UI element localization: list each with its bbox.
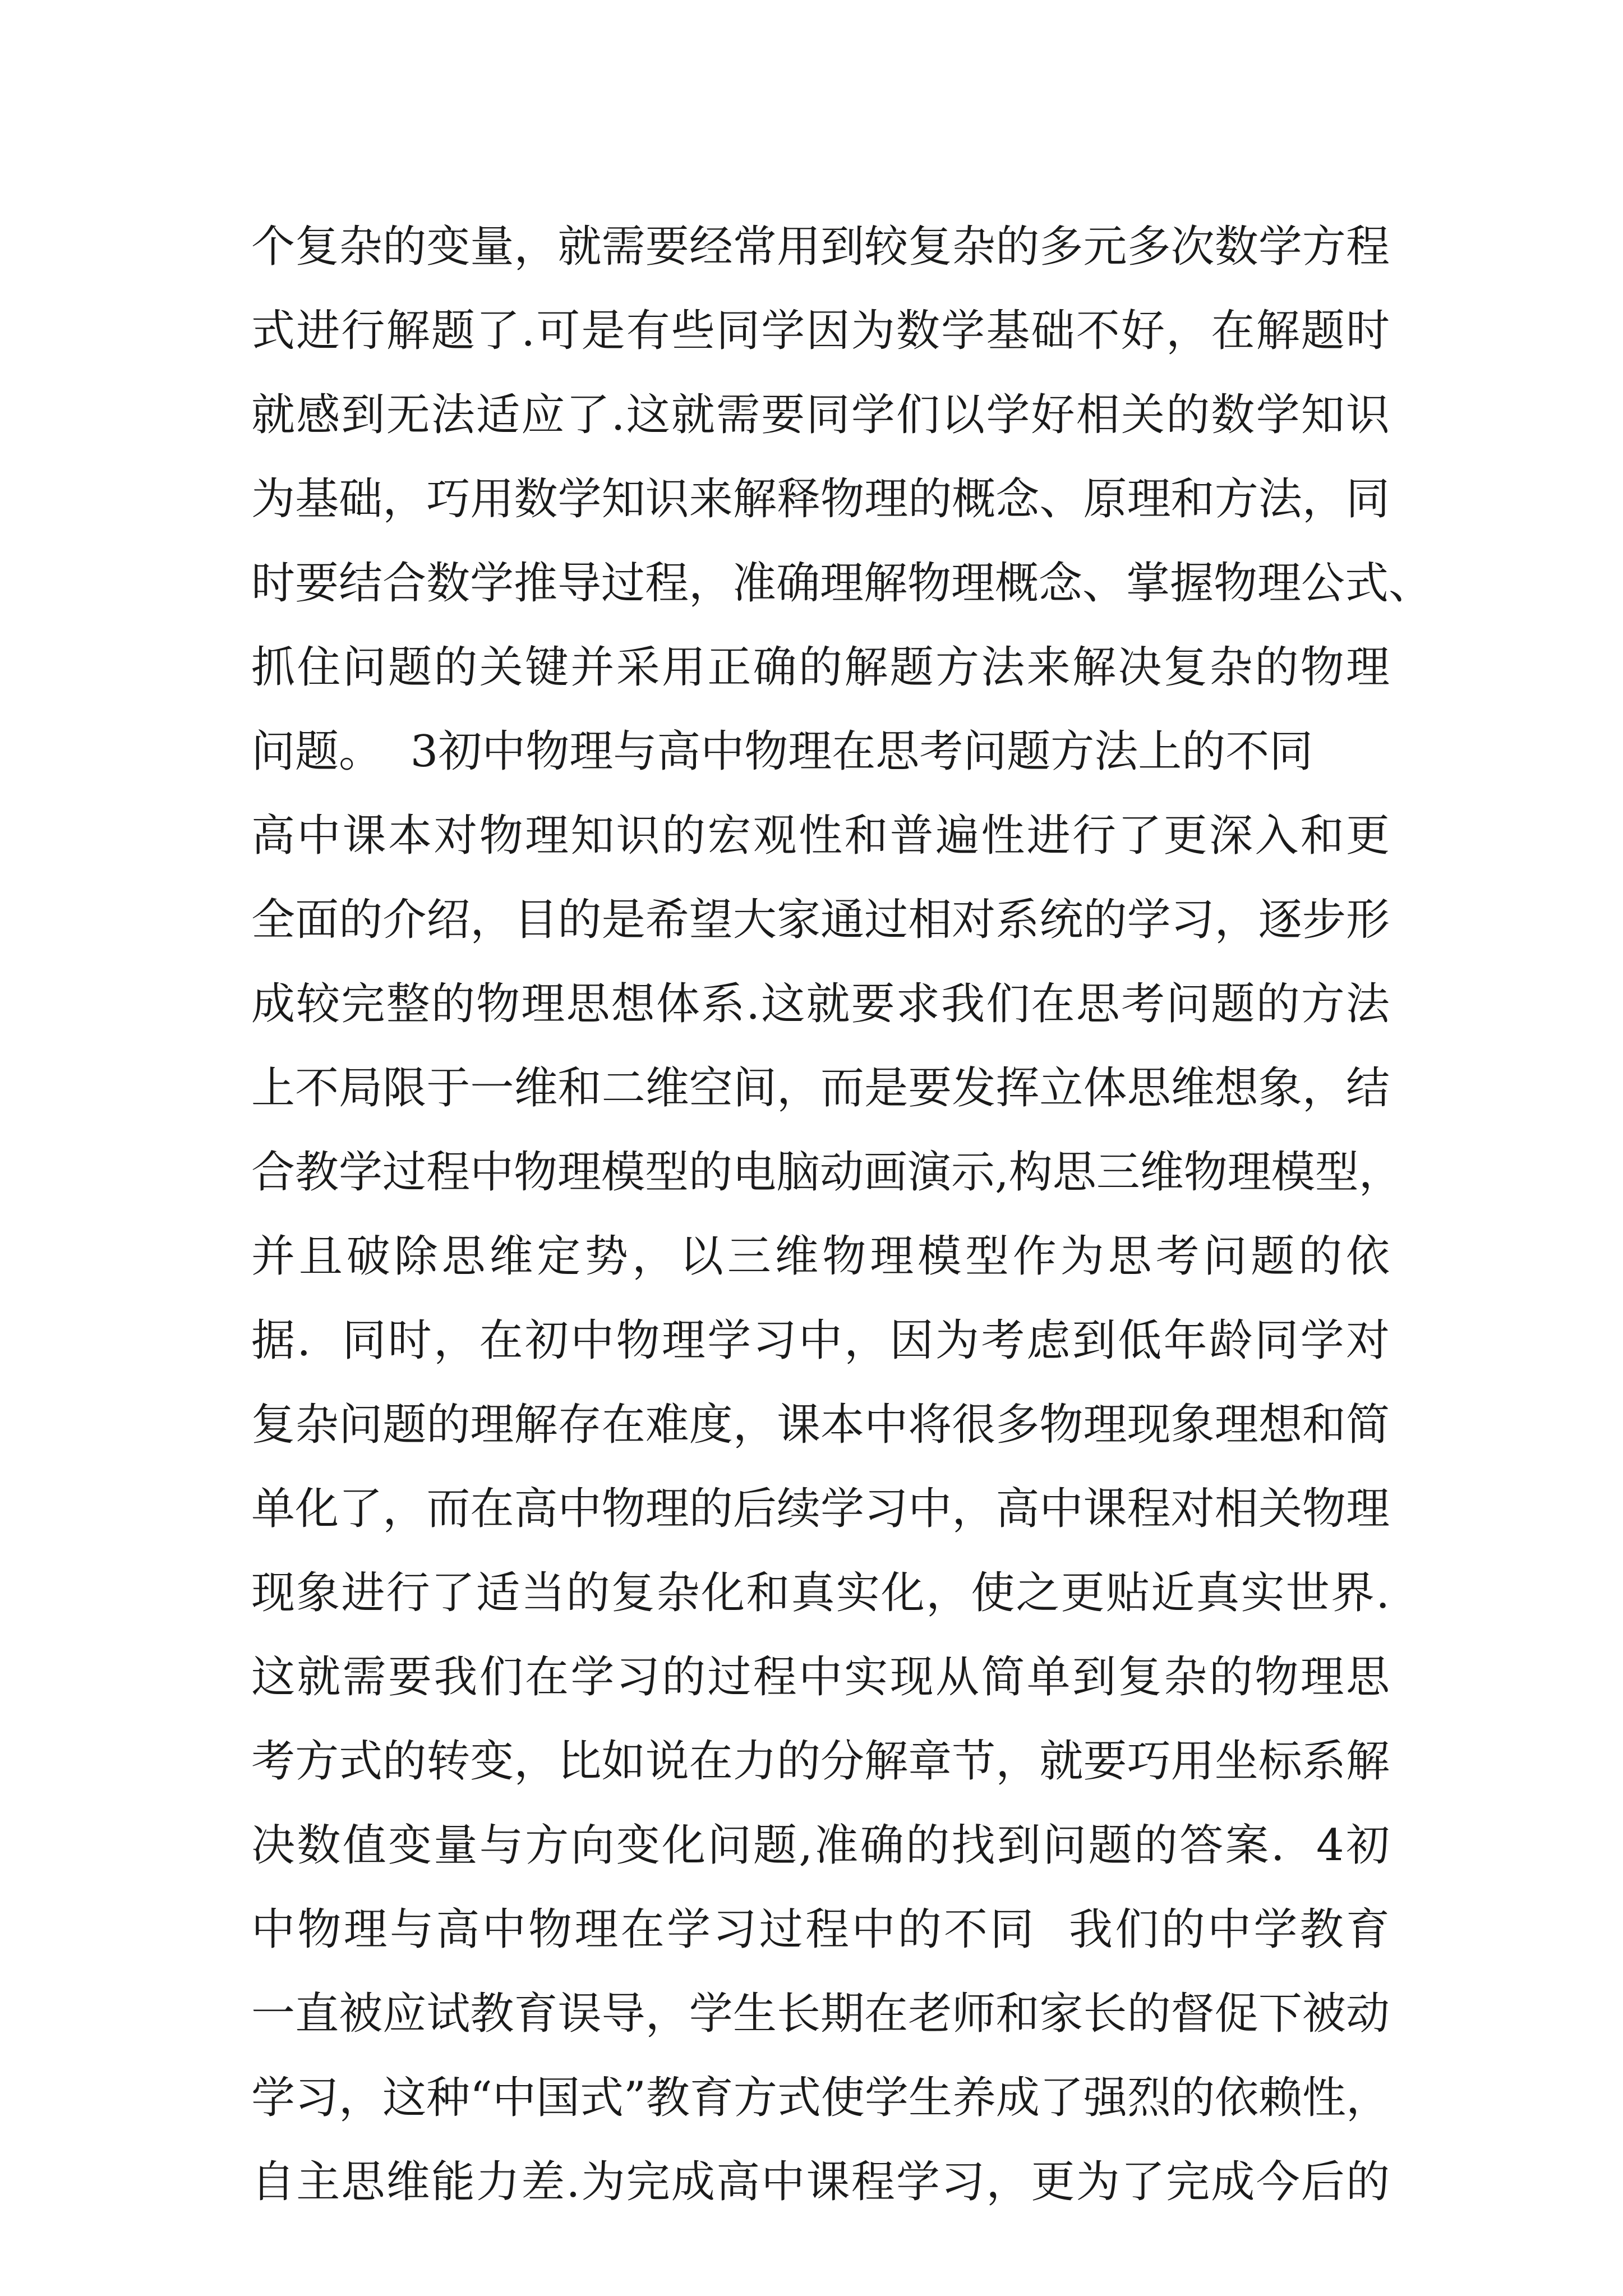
text-line: 就感到无法适应了.这就需要同学们以学好相关的数学知识 bbox=[251, 390, 1390, 440]
text-line: 复杂问题的理解存在难度，课本中将很多物理现象理想和简 bbox=[251, 1400, 1390, 1450]
text-line: 式进行解题了.可是有些同学因为数学基础不好，在解题时 bbox=[251, 306, 1390, 356]
text-line: 自主思维能力差.为完成高中课程学习，更为了完成今后的 bbox=[251, 2157, 1390, 2207]
text-line: 为基础，巧用数学知识来解释物理的概念、原理和方法，同 bbox=[251, 474, 1390, 524]
text-line: 时要结合数学推导过程，准确理解物理概念、掌握物理公式、 bbox=[251, 558, 1433, 609]
text-line: 抓住问题的关键并采用正确的解题方法来解决复杂的物理 bbox=[251, 642, 1390, 693]
text-line: 高中课本对物理知识的宏观性和普遍性进行了更深入和更 bbox=[251, 811, 1390, 861]
body-text bbox=[251, 205, 1433, 2224]
text-line: 中物理与高中物理在学习过程中的不同 我们的中学教育 bbox=[251, 1904, 1390, 1955]
text-line: 个复杂的变量，就需要经常用到较复杂的多元多次数学方程 bbox=[251, 222, 1390, 272]
text-line: 考方式的转变，比如说在力的分解章节，就要巧用坐标系解 bbox=[251, 1736, 1390, 1787]
text-line: 这就需要我们在学习的过程中实现从简单到复杂的物理思 bbox=[251, 1652, 1390, 1703]
text-line: 据. 同时，在初中物理学习中，因为考虑到低年龄同学对 bbox=[251, 1315, 1390, 1366]
text-line: 上不局限于一维和二维空间，而是要发挥立体思维想象，结 bbox=[251, 1063, 1390, 1114]
text-line: 一直被应试教育误导，学生长期在老师和家长的督促下被动 bbox=[251, 1989, 1390, 2039]
text-line: 并且破除思维定势，以三维物理模型作为思考问题的依 bbox=[251, 1231, 1390, 1282]
text-line: 合教学过程中物理模型的电脑动画演示,构思三维物理模型， bbox=[251, 1147, 1403, 1198]
text-line: 单化了，而在高中物理的后续学习中，高中课程对相关物理 bbox=[251, 1484, 1390, 1534]
text-line: 学习，这种“中国式”教育方式使学生养成了强烈的依赖性， bbox=[251, 2073, 1390, 2123]
text-line: 决数值变量与方向变化问题,准确的找到问题的答案. 4初 bbox=[251, 1820, 1390, 1871]
text-line: 全面的介绍，目的是希望大家通过相对系统的学习，逐步形 bbox=[251, 895, 1390, 945]
text-line: 现象进行了适当的复杂化和真实化，使之更贴近真实世界. bbox=[251, 1568, 1390, 1618]
text-line: 问题。 3初中物理与高中物理在思考问题方法上的不同 bbox=[251, 726, 1313, 777]
text-line: 成较完整的物理思想体系.这就要求我们在思考问题的方法 bbox=[251, 979, 1390, 1029]
